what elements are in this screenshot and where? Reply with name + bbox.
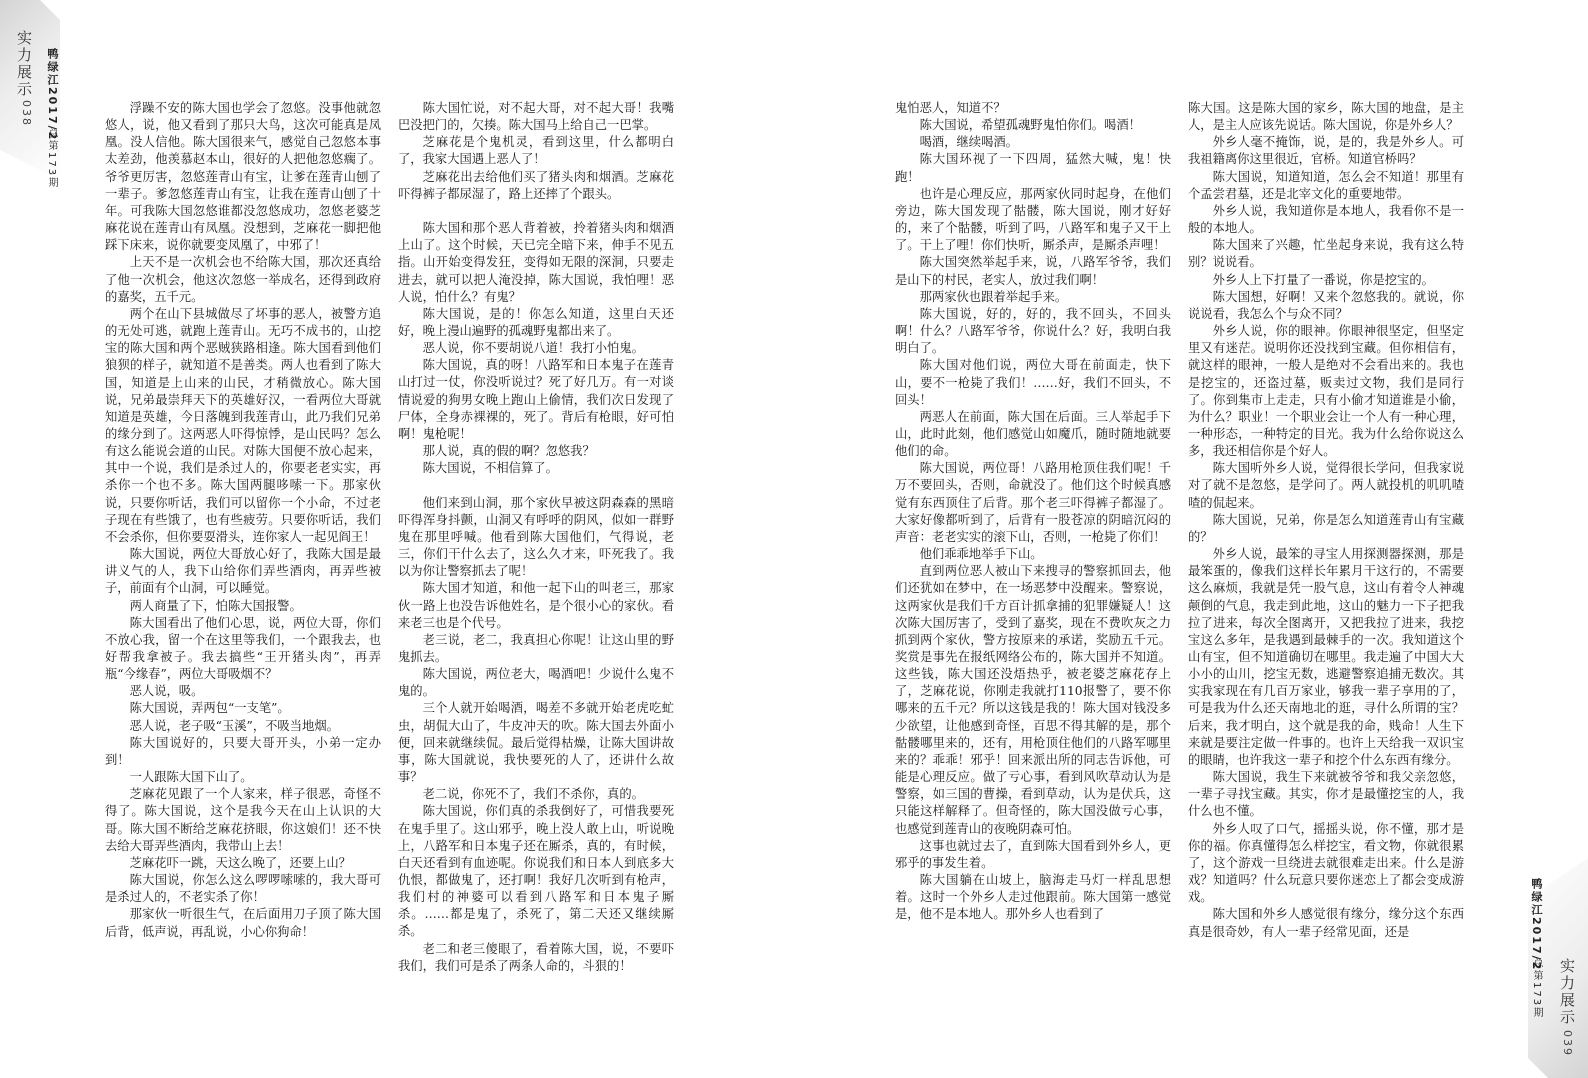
paragraph: 芝麻花见跟了一个人家来，样子很恶，奇怪不得了。陈大国说，这个是我今天在山上认识的大哥。陈大国不断给芝麻花挤眼，你这娘们！还不快去给大哥弄些酒肉，我带山上去！ (105, 787, 381, 853)
page-number: 038 (20, 100, 33, 127)
paragraph: 陈大国和那个恶人背着被，拎着猪头肉和烟酒上山了。这个时候，天已完全暗下来，伸手不见五指。山开始变得发狂，变得如无限的深洞，只要走进去，就可以把人淹没掉，陈大国说，我怕哩！恶人说，怕什么？有鬼？ (398, 221, 674, 304)
paragraph: 一人跟陈大国下山了。 (129, 770, 253, 785)
paragraph: 外乡人说，最笨的寻宝人用探测器探测，那是最笨蛋的，像我们这样长年累月干这行的，不需要这么麻烦，我就是凭一股气息，这山有着令人神魂颠倒的气息，我走到此地，这山的魅力一下子把我拉了进来，每次全图离开，又把我拉了进来，我挖宝这么多年，是我遇到最棘手的一次。我知道这个山有宝，但不知道确切在哪里。我走遍了中国大大小小的山川，挖宝无数，逃避警察追捕无数次。其实我家现在有几百万家业，够我一辈子享用的了，可是我为什么还天南地北的逛，寻什么所谓的宝？后来，我才明白，这个就是我的命，贱命！人生下来就是要注定做一件事的。也许上天给我一双识宝的眼睛，也许我这一辈子和挖个什么东西有缘分。 (1188, 547, 1464, 767)
paragraph: 陈大国想，好啊！又来个忽悠我的。就说，你说说看，我怎么个与众不同？ (1188, 289, 1464, 321)
paragraph: 陈大国说，你怎么这么啰啰嗦嗦的，我大哥可是杀过人的，不老实杀了你！ (105, 873, 381, 905)
paragraph: 外乡人叹了口气，摇摇头说，你不懂，那才是你的福。你真懂得怎么样挖宝，看文物，你就很累了，这个游戏一旦绕进去就很难走出来。什么是游戏？知道吗？什么玩意只要你迷恋上了都会变成游戏。 (1188, 821, 1464, 905)
paragraph: 三个人就开始喝酒，喝差不多就开始老虎吃虻虫，胡侃大山了，牛皮冲天的吹。陈大国去外面小便，回来就继续侃。最后觉得枯燥，让陈大国讲故事，陈大国就说，我快要死的人了，还讲什么故事？ (398, 701, 674, 785)
section-label: 实力展示 (1558, 958, 1576, 1026)
paragraph: 他们来到山洞，那个家伙早被这阴森森的黑暗吓得浑身抖颤，山洞又有呼呼的阴风，似如一群野鬼在那里呼喊。他看到陈大国他们，气得说，老三，你们干什么去了，这么久才来，吓死我了。我以为你让警察抓去了呢！ (398, 495, 674, 579)
paragraph: 陈大国忙说，对不起大哥，对不起大哥！我嘴巴没把门的，欠揍。陈大国马上给自己一巴掌。 (398, 101, 674, 133)
paragraph: 上天不是一次机会也不给陈大国，那次还真给了他一次机会，他这次忽悠一举成名，还得到政府的嘉奖，五千元。 (105, 255, 381, 304)
right-page (794, 0, 1588, 1078)
paragraph: 那人说，真的假的啊？忽悠我？ (422, 444, 595, 459)
paragraph: 恶人说，老子吸“玉溪”，不吸当地烟。 (129, 718, 339, 733)
paragraph: 陈大国看出了他们心思，说，两位大哥，你们不放心我，留一个在这里等我们，一个跟我去，也好帮我拿被子。我去搞些“王开猪头肉”，再弄瓶“今缘春”，两位大哥吸烟不？ (105, 615, 381, 682)
paragraph: 陈大国说，两位大哥放心好了，我陈大国是最讲义气的人，我下山给你们弄些酒肉，再弄些被子，前面有个山洞，可以睡觉。 (105, 547, 381, 596)
paragraph: 陈大国来了兴趣，忙坐起身来说，我有这么特别？说说看。 (1188, 238, 1464, 270)
paragraph: 那两家伙也跟着举起手来。 (919, 289, 1068, 304)
paragraph: 陈大国说，不相信算了。 (422, 461, 558, 476)
issue-number: 总第173期 (46, 128, 57, 190)
paragraph: 芝麻花出去给他们买了猪头肉和烟酒。芝麻花吓得裤子都尿湿了，路上还摔了个跟头。 (398, 169, 674, 201)
journal-name: 鸭绿江2017/2 (46, 48, 59, 142)
paragraph: 喝酒，继续喝酒。 (919, 135, 1018, 150)
paragraph: 陈大国说，知道知道，怎么会不知道！那里有个孟尝君墓，还是北宰文化的重要地带。 (1188, 169, 1464, 201)
paragraph: 陈大国说，是的！你怎么知道，这里白天还好，晚上漫山遍野的孤魂野鬼都出来了。 (398, 306, 674, 339)
paragraph: 陈大国说，希望孤魂野鬼怕你们。喝酒！ (919, 118, 1141, 133)
journal-name: 鸭绿江2017/2 (1530, 878, 1543, 972)
paragraph: 陈大国说，弄两包“一支笔”。 (129, 701, 290, 716)
paragraph: 陈大国说，真的呀！八路军和日本鬼子在莲青山打过一仗，你没听说过？死了好几万。有一对谈情说爱的狗男女晚上跑山上偷情，我们次日发现了尸体，全身赤裸裸的，死了。背后有枪眼，好可怕啊！鬼枪呢！ (398, 358, 674, 441)
paragraph: 陈大国。这是陈大国的家乡，陈大国的地盘，是主人，是主人应该先说话。陈大国说，你是外乡人？ (1188, 101, 1464, 133)
paragraph: 陈大国突然举起手来，说，八路军爷爷，我们是山下的村民，老实人，放过我们啊！ (895, 255, 1171, 287)
section-label: 实力展示 (15, 30, 33, 98)
paragraph: 陈大国才知道，和他一起下山的叫老三，那家伙一路上也没告诉他姓名，是个很小心的家伙。看来老三也是个代号。 (398, 581, 674, 630)
paragraph: 恶人说，你不要胡说八道！我打小怕鬼。 (422, 341, 644, 356)
paragraph: 直到两位恶人被山下来搜寻的警察抓回去，他们还犹如在梦中，在一场恶梦中没醒来。警察说，这两家伙是我们千方百计抓拿捕的犯罪嫌疑人！这次陈大国厉害了，受到了嘉奖，现在不费吹灰之力抓到两个家伙，警方按原来的承诺，奖励五千元。奖赏是事先在报纸网络公布的，陈大国并不知道。这些钱，陈大国还没焐热乎，被老婆芝麻花存上了，芝麻花说，你刚走我就打110报警了，要不你哪来的五千元？所以这钱是我的！陈大国对钱没多少欲望，让他感到奇怪，百思不得其解的是，那个骷髅哪里来的，还有，用枪顶住他们的八路军哪里来的？乖乖！邪乎！回来派出所的同志告诉他，可能是心理反应。做了亏心事，看到风吹草动认为是警察，如三国的曹操，看到草动，认为是伏兵，这只能这样解释了。但奇怪的，陈大国没做亏心事，也感觉到莲青山的夜晚阴森可怕。 (895, 564, 1171, 836)
paragraph: 老二说，你死不了，我们不杀你，真的。 (422, 787, 644, 802)
paragraph: 陈大国说，兄弟，你是怎么知道莲青山有宝藏的？ (1188, 512, 1464, 544)
paragraph: 陈大国说好的，只要大哥开头，小弟一定办到！ (105, 735, 381, 767)
paragraph: 芝麻花吓一跳，天这么晚了，还要上山？ (129, 855, 351, 870)
text-column-3 (895, 100, 1171, 924)
paragraph: 也许是心理反应，那两家伙同时起身，在他们旁边，陈大国发现了骷髅，陈大国说，刚才好好的，来了个骷髅，听到了吗，八路军和鬼子又干上了。干上了哩！你们快听，厮杀声，是厮杀声哩！ (895, 186, 1171, 253)
text-column-2 (398, 100, 674, 975)
paragraph: 两恶人在前面，陈大国在后面。三人举起手下山，此时此刻，他们感觉山如魔爪，随时随地就要他们的命。 (895, 409, 1171, 459)
paragraph: 那家伙一听很生气，在后面用刀子顶了陈大国后背，低声说，再乱说，小心你狗命！ (105, 907, 381, 939)
paragraph: 两人商量了下，怕陈大国报警。 (129, 598, 302, 613)
paragraph: 外乡人说，我知道你是本地人，我看你不是一般的本地人。 (1188, 203, 1464, 236)
paragraph: 两个在山下县城做尽了坏事的恶人，被警方追的无处可逃，就跑上莲青山。无巧不成书的，山挖宝的陈大国和两个恶贼狭路相逢。陈大国看到他们狼狈的样子，就知道不是善类。两人也看到了陈大国，知道是上山来的山民，才稍微放心。陈大国说，兄弟最崇拜天下的英雄好汉，一看两位大哥就知道是英雄，今日落魄到我莲青山，此乃我们兄弟的缘分到了。这两恶人吓得惊悸，是山民吗？怎么有这么能说会道的山民。对陈大国便不放心起来，其中一个说，我们是杀过人的，你要老老实实，再杀你一个也不多。陈大国两腿哆嗦一下。那家伙说，只要你听话，我们可以留你一个小命，不过老子现在有些饿了，也有些疲劳。只要你听话，我们不会杀你，但你要耍滑头，连你家人一起见阎王！ (105, 306, 381, 544)
paragraph: 陈大国听外乡人说，觉得很长学问，但我家说对了就不是忽悠，是学问了。两人就投机的叽叽喳喳的侃起来。 (1188, 461, 1464, 510)
paragraph: 外乡人上下打量了一番说，你是挖宝的。 (1212, 272, 1434, 287)
paragraph: 老三说，老二，我真担心你呢！让这山里的野鬼抓去。 (398, 632, 674, 664)
paragraph: 他们乖乖地举手下山。 (919, 547, 1043, 562)
paragraph: 陈大国对他们说，两位大哥在前面走，快下山，要不一枪毙了我们！……好，我们不回头，不回头！ (895, 358, 1171, 407)
paragraph: 陈大国说，好的，好的，我不回头，不回头啊！什么？八路军爷爷，你说什么？好，我明白我明白了。 (895, 306, 1171, 356)
paragraph: 老二和老三傻眼了，看着陈大国，说，不要吓我们，我们可是杀了两条人命的，斗狠的！ (398, 941, 674, 973)
paragraph: 陈大国躺在山坡上，脑海走马灯一样乱思想着。这时一个外乡人走过他跟前。陈大国第一感觉是，他不是本地人。那外乡人也看到了 (895, 873, 1171, 922)
paragraph: 陈大国说，两位哥！八路用枪顶住我们呢！千万不要回头，否则，命就没了。他们这个时候真感觉有东西顶住了后背。那个老三吓得裤子都湿了。大家好像都听到了，后背有一股苍凉的阴暗沉闷的声音：老老实实的滚下山，否则，一枪毙了你们！ (895, 461, 1171, 544)
paragraph: 陈大国环视了一下四周，猛然大喊，鬼！快跑！ (895, 152, 1171, 184)
text-column-4 (1188, 100, 1464, 941)
paragraph: 这事也就过去了，直到陈大国看到外乡人，更邪乎的事发生着。 (895, 838, 1171, 870)
paragraph: 浮躁不安的陈大国也学会了忽悠。没事他就忽悠人，说，他又看到了那只大鸟，这次可能真是凤凰。没人信他。陈大国很来气，感觉自己忽悠本事太差劲，他羡慕赵本山，很好的人把他忽悠瘸了。爷爷更厉害，忽悠莲青山有宝，让爹在莲青山刨了一辈子。爹忽悠莲青山有宝，让我在莲青山刨了十年。可我陈大国忽悠谁都没忽悠成功，忽悠老婆芝麻花说在莲青山有凤凰。没想到，芝麻花一脚把他踩下床来，说你就要变凤凰了，中邪了！ (105, 101, 381, 253)
paragraph: 鬼怕恶人，知道不？ (895, 101, 1006, 115)
paragraph: 陈大国说，两位老大，喝酒吧！少说什么鬼不鬼的。 (398, 667, 674, 699)
paragraph: 陈大国说，我生下来就被爷爷和我父亲忽悠，一辈子寻找宝藏。其实，你才是最懂挖宝的人，我什么也不懂。 (1188, 770, 1464, 819)
paragraph: 外乡人毫不掩饰，说，是的，我是外乡人。可我祖籍离你这里很近，官桥。知道官桥吗？ (1188, 135, 1464, 167)
paragraph: 陈大国和外乡人感觉很有缘分，缘分这个东西真是很奇妙，有人一辈子经常见面，还是 (1188, 907, 1464, 939)
paragraph: 恶人说，吸。 (129, 684, 204, 699)
page-number: 039 (1561, 1030, 1574, 1057)
issue-number: 总第173期 (1531, 958, 1542, 1020)
text-column-1 (105, 100, 381, 941)
paragraph: 芝麻花是个鬼机灵，看到这里，什么都明白了，我家大国遇上恶人了！ (398, 135, 674, 167)
paragraph: 陈大国说，你们真的杀我倒好了，可惜我要死在鬼手里了。这山邪乎，晚上没人敢上山，听说晚上，八路军和日本鬼子还在厮杀，真的，有时候，白天还看到有血迹呢。你说我们和日本人到底多大仇恨，都做鬼了，还打啊！我好几次听到有枪声，我们村的神婆可以看到八路军和日本鬼子厮杀。……都是鬼了，杀死了，第二天还又继续厮杀。 (398, 804, 674, 939)
paragraph: 外乡人说，你的眼神。你眼神很坚定，但坚定里又有迷茫。说明你还没找到宝藏。但你相信有，就这样的眼神，一般人是绝对不会看出来的。我也是挖宝的，还盗过墓，贩卖过文物，我们是同行了。你到集市上走走，只有小偷才知道谁是小偷，为什么？职业！一个职业会让一个人有一种心理，一种形态，一种特定的目光。我为什么给你说这么多，我还相信你是个好人。 (1188, 324, 1464, 459)
